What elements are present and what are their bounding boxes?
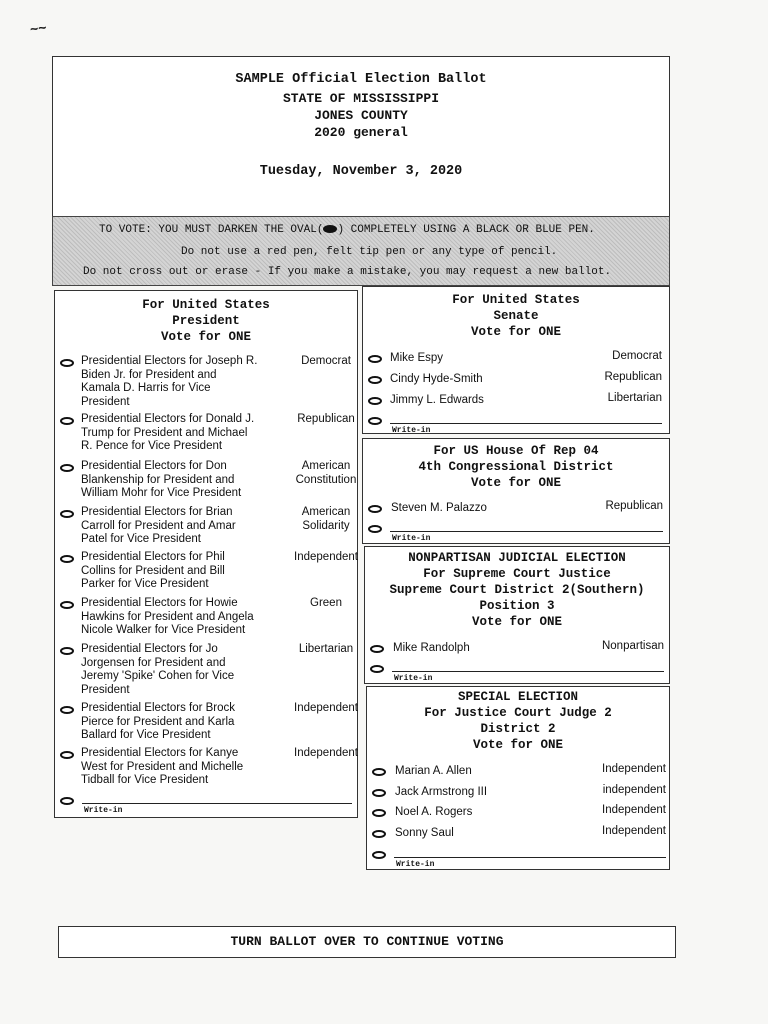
candidate-name-line: Nicole Walker for Vice President: [81, 624, 246, 636]
judicial-title-2: For Supreme Court Justice: [423, 567, 611, 581]
candidate-name-line: Jorgensen for President and: [81, 656, 226, 669]
footer-box: [58, 926, 676, 958]
special-write-in-line[interactable]: [394, 857, 666, 858]
special-vote-oval[interactable]: [372, 789, 386, 797]
candidate-name-line: Presidential Electors for Kanye: [81, 747, 239, 759]
candidate-party: [282, 702, 370, 716]
party-line-2: Solidarity: [302, 519, 350, 532]
senate-candidate-name: Jimmy L. Edwards: [390, 394, 484, 406]
footer-text: TURN BALLOT OVER TO CONTINUE VOTING: [230, 934, 504, 949]
special-write-in-label: Write-in: [396, 860, 435, 869]
president-candidate: [81, 551, 281, 592]
senate-title-3: Vote for ONE: [470, 325, 561, 339]
candidate-name-line: Carroll for President and Amar: [81, 519, 236, 532]
special-title-4: Vote for ONE: [472, 738, 563, 752]
instruction-line-1: [99, 224, 595, 236]
special-candidate-name: Sonny Saul: [395, 827, 454, 839]
party-line-1: American: [301, 506, 351, 518]
header-title: SAMPLE Official Election Ballot: [235, 72, 487, 87]
voting-instructions: [52, 216, 670, 286]
candidate-party: [282, 747, 370, 761]
party-line-1: Republican: [297, 413, 355, 425]
judicial-candidate-party: Nonpartisan: [601, 640, 664, 652]
party-line-2: Constitution: [295, 473, 357, 486]
senate-candidate-party: Libertarian: [607, 392, 662, 404]
special-vote-oval[interactable]: [372, 830, 386, 838]
judicial-write-in-label: Write-in: [394, 674, 433, 683]
candidate-name-line: Presidential Electors for Howie: [81, 597, 238, 609]
senate-candidate-party: Democrat: [612, 350, 662, 362]
president-vote-oval[interactable]: [60, 464, 74, 472]
senate-write-in-line[interactable]: [390, 423, 662, 424]
senate-vote-oval[interactable]: [368, 376, 382, 384]
senate-vote-oval[interactable]: [368, 397, 382, 405]
candidate-name-line: Presidential Electors for Brian: [81, 506, 233, 518]
president-candidate: [81, 460, 281, 501]
candidate-party: [282, 597, 370, 611]
special-candidate-name: Marian A. Allen: [395, 765, 472, 777]
president-title-2: President: [172, 314, 240, 328]
judicial-title-5: Vote for ONE: [471, 615, 562, 629]
special-candidate-party: independent: [602, 784, 666, 796]
judicial-write-in-line[interactable]: [392, 671, 664, 672]
president-vote-oval[interactable]: [60, 601, 74, 609]
header-election: 2020 general: [314, 125, 408, 140]
house-candidate-name: Steven M. Palazzo: [391, 502, 487, 514]
judicial-title-3: Supreme Court District 2(Southern): [389, 583, 645, 597]
special-candidate-party: Independent: [602, 804, 666, 816]
candidate-party: [282, 506, 370, 533]
special-write-in-oval[interactable]: [372, 851, 386, 859]
candidate-name-line: President: [81, 395, 130, 408]
president-vote-oval[interactable]: [60, 555, 74, 563]
house-write-in-line[interactable]: [390, 531, 663, 532]
candidate-name-line: Blankenship for President and: [81, 473, 235, 486]
president-candidate: [81, 702, 281, 743]
president-candidate: [81, 506, 281, 547]
instruction-line-1a: TO VOTE: YOU MUST DARKEN THE OVAL(: [99, 224, 324, 236]
candidate-name-line: Kamala D. Harris for Vice: [81, 382, 211, 394]
corner-mark: ~~: [28, 18, 48, 38]
senate-candidate-party: Republican: [604, 371, 662, 383]
special-candidate-party: Independent: [602, 763, 666, 775]
candidate-name-line: Presidential Electors for Joseph R.: [81, 355, 258, 367]
candidate-name-line: Collins for President and Bill: [81, 564, 225, 577]
party-line-1: American: [301, 460, 351, 472]
judicial-contest: [364, 546, 670, 684]
ballot-header: [52, 56, 670, 218]
party-line-1: Democrat: [301, 355, 351, 367]
header-state: STATE OF MISSISSIPPI: [282, 91, 440, 106]
candidate-name-line: Presidential Electors for Brock: [81, 702, 236, 714]
party-line-1: Independent: [294, 551, 358, 563]
special-title-2: For Justice Court Judge 2: [424, 706, 612, 720]
candidate-party: [282, 551, 370, 565]
president-vote-oval[interactable]: [60, 706, 74, 714]
house-contest: [362, 438, 670, 544]
president-write-in-line[interactable]: [82, 803, 352, 804]
party-line-1: Green: [310, 597, 342, 609]
judicial-write-in-oval[interactable]: [370, 665, 384, 673]
house-title-2: 4th Congressional District: [418, 460, 614, 474]
senate-write-in-label: Write-in: [392, 426, 431, 435]
special-title-1: SPECIAL ELECTION: [457, 690, 579, 704]
candidate-name-line: William Mohr for Vice President: [81, 487, 242, 499]
special-title-3: District 2: [480, 722, 556, 736]
candidate-name-line: Patel for Vice President: [81, 533, 201, 545]
president-vote-oval[interactable]: [60, 751, 74, 759]
house-candidate-party: Republican: [605, 500, 663, 512]
house-title-1: For US House Of Rep 04: [433, 444, 599, 458]
instruction-line-2: Do not use a red pen, felt tip pen or any type of pencil.: [181, 246, 558, 258]
house-vote-oval[interactable]: [368, 505, 382, 513]
president-write-in-label: Write-in: [84, 806, 123, 815]
special-vote-oval[interactable]: [372, 768, 386, 776]
senate-title-1: For United States: [452, 293, 580, 307]
president-vote-oval[interactable]: [60, 359, 74, 367]
candidate-party: [282, 355, 370, 369]
candidate-name-line: Presidential Electors for Don: [81, 460, 227, 472]
president-candidate: [81, 355, 281, 409]
candidate-name-line: Hawkins for President and Angela: [81, 610, 254, 623]
senate-candidate-name: Mike Espy: [390, 352, 444, 364]
candidate-name-line: Ballard for Vice President: [81, 729, 211, 741]
president-vote-oval[interactable]: [60, 647, 74, 655]
filled-oval-icon: [323, 225, 337, 233]
candidate-name-line: Pierce for President and Karla: [81, 715, 235, 728]
candidate-name-line: Parker for Vice President: [81, 578, 209, 590]
judicial-title-1: NONPARTISAN JUDICIAL ELECTION: [408, 551, 626, 565]
instruction-line-1b: ) COMPLETELY USING A BLACK OR BLUE PEN.: [337, 224, 595, 236]
candidate-name-line: Presidential Electors for Donald J.: [81, 413, 255, 425]
president-write-in-oval[interactable]: [60, 797, 74, 805]
candidate-party: [282, 460, 370, 487]
house-write-in-oval[interactable]: [368, 525, 382, 533]
president-candidate: [81, 413, 281, 454]
party-line-1: Independent: [294, 747, 358, 759]
president-candidate: [81, 643, 281, 697]
president-candidate: [81, 747, 281, 788]
candidate-name-line: Trump for President and Michael: [81, 426, 248, 439]
candidate-party: [282, 643, 370, 657]
candidate-name-line: Jeremy 'Spike' Cohen for Vice: [81, 670, 235, 682]
instruction-line-3: Do not cross out or erase - If you make a mistake, you may request a new ballot.: [83, 266, 612, 278]
special-candidate-name: Noel A. Rogers: [395, 806, 473, 818]
senate-candidate-name: Cindy Hyde-Smith: [390, 373, 483, 385]
party-line-1: Independent: [294, 702, 358, 714]
special-candidate-party: Independent: [602, 825, 666, 837]
president-title-1: For United States: [142, 298, 270, 312]
header-county: JONES COUNTY: [314, 108, 408, 123]
senate-write-in-oval[interactable]: [368, 417, 382, 425]
special-vote-oval[interactable]: [372, 809, 386, 817]
party-line-1: Libertarian: [298, 643, 354, 655]
candidate-name-line: Presidential Electors for Jo: [81, 643, 218, 655]
candidate-name-line: West for President and Michelle: [81, 760, 244, 773]
special-candidate-name: Jack Armstrong III: [395, 786, 488, 798]
candidate-name-line: Tidball for Vice President: [81, 774, 209, 786]
senate-vote-oval[interactable]: [368, 355, 382, 363]
candidate-name-line: R. Pence for Vice President: [81, 440, 223, 452]
house-write-in-label: Write-in: [392, 534, 431, 543]
president-title-3: Vote for ONE: [160, 330, 251, 344]
president-vote-oval[interactable]: [60, 417, 74, 425]
candidate-name-line: Presidential Electors for Phil: [81, 551, 225, 563]
house-title-3: Vote for ONE: [470, 476, 561, 490]
candidate-name-line: Biden Jr. for President and: [81, 368, 217, 381]
president-vote-oval[interactable]: [60, 510, 74, 518]
candidate-party: [282, 413, 370, 427]
judicial-vote-oval[interactable]: [370, 645, 384, 653]
president-candidate: [81, 597, 281, 638]
judicial-title-4: Position 3: [479, 599, 555, 613]
candidate-name-line: President: [81, 683, 130, 696]
senate-title-2: Senate: [493, 309, 539, 323]
judicial-candidate-name: Mike Randolph: [393, 642, 470, 654]
header-date: Tuesday, November 3, 2020: [259, 164, 463, 179]
